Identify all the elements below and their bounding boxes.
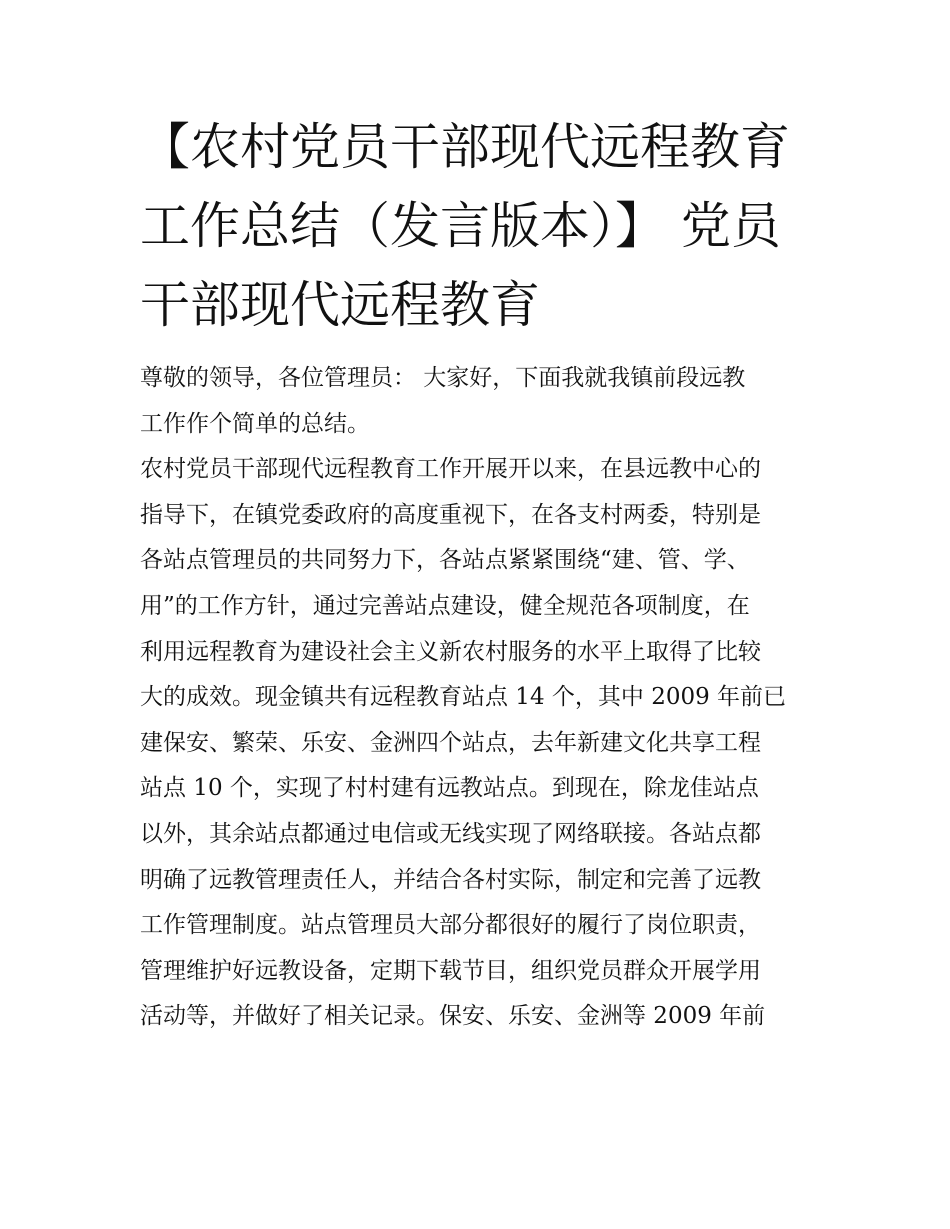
body-line: 管理维护好远教设备，定期下载节目，组织党员群众开展学用 — [140, 957, 761, 984]
body-line: 尊敬的领导，各位管理员： 大家好，下面我就我镇前段远教 — [140, 365, 746, 391]
body-line: 指导下，在镇党委政府的高度重视下，在各支村两委，特别是 — [140, 501, 761, 528]
body-line: 活动等，并做好了相关记录。保安、乐安、金洲等 2009 年前 — [140, 1003, 766, 1030]
title-line: 干部现代远程教育 — [140, 276, 540, 334]
body-line: 明确了远教管理责任人，并结合各村实际，制定和完善了远教 — [140, 866, 761, 893]
body-line: 利用远程教育为建设社会主义新农村服务的水平上取得了比较 — [140, 638, 761, 665]
title-line: 【农村党员干部现代远程教育 — [140, 118, 790, 176]
body-line: 大的成效。现金镇共有远程教育站点 14 个，其中 2009 年前已 — [140, 684, 787, 711]
document-body — [140, 356, 830, 1040]
body-line: 站点 10 个，实现了村村建有远教站点。到现在，除龙佳站点 — [140, 775, 759, 802]
body-line: 用”的工作方针，通过完善站点建设，健全规范各项制度，在 — [140, 592, 750, 619]
document-title — [140, 108, 840, 345]
title-line: 工作总结（发言版本）】 党员 — [140, 197, 781, 255]
body-line: 各站点管理员的共同努力下，各站点紧紧围绕“建、管、学、 — [140, 547, 750, 574]
body-line: 工作作个简单的总结。 — [140, 410, 370, 437]
body-line: 以外，其余站点都通过电信或无线实现了网络联接。各站点都 — [140, 820, 761, 847]
body-line: 建保安、繁荣、乐安、金洲四个站点，去年新建文化共享工程 — [140, 729, 761, 756]
body-line: 工作管理制度。站点管理员大部分都很好的履行了岗位职责， — [140, 912, 761, 939]
body-line: 农村党员干部现代远程教育工作开展开以来，在县远教中心的 — [140, 456, 761, 483]
